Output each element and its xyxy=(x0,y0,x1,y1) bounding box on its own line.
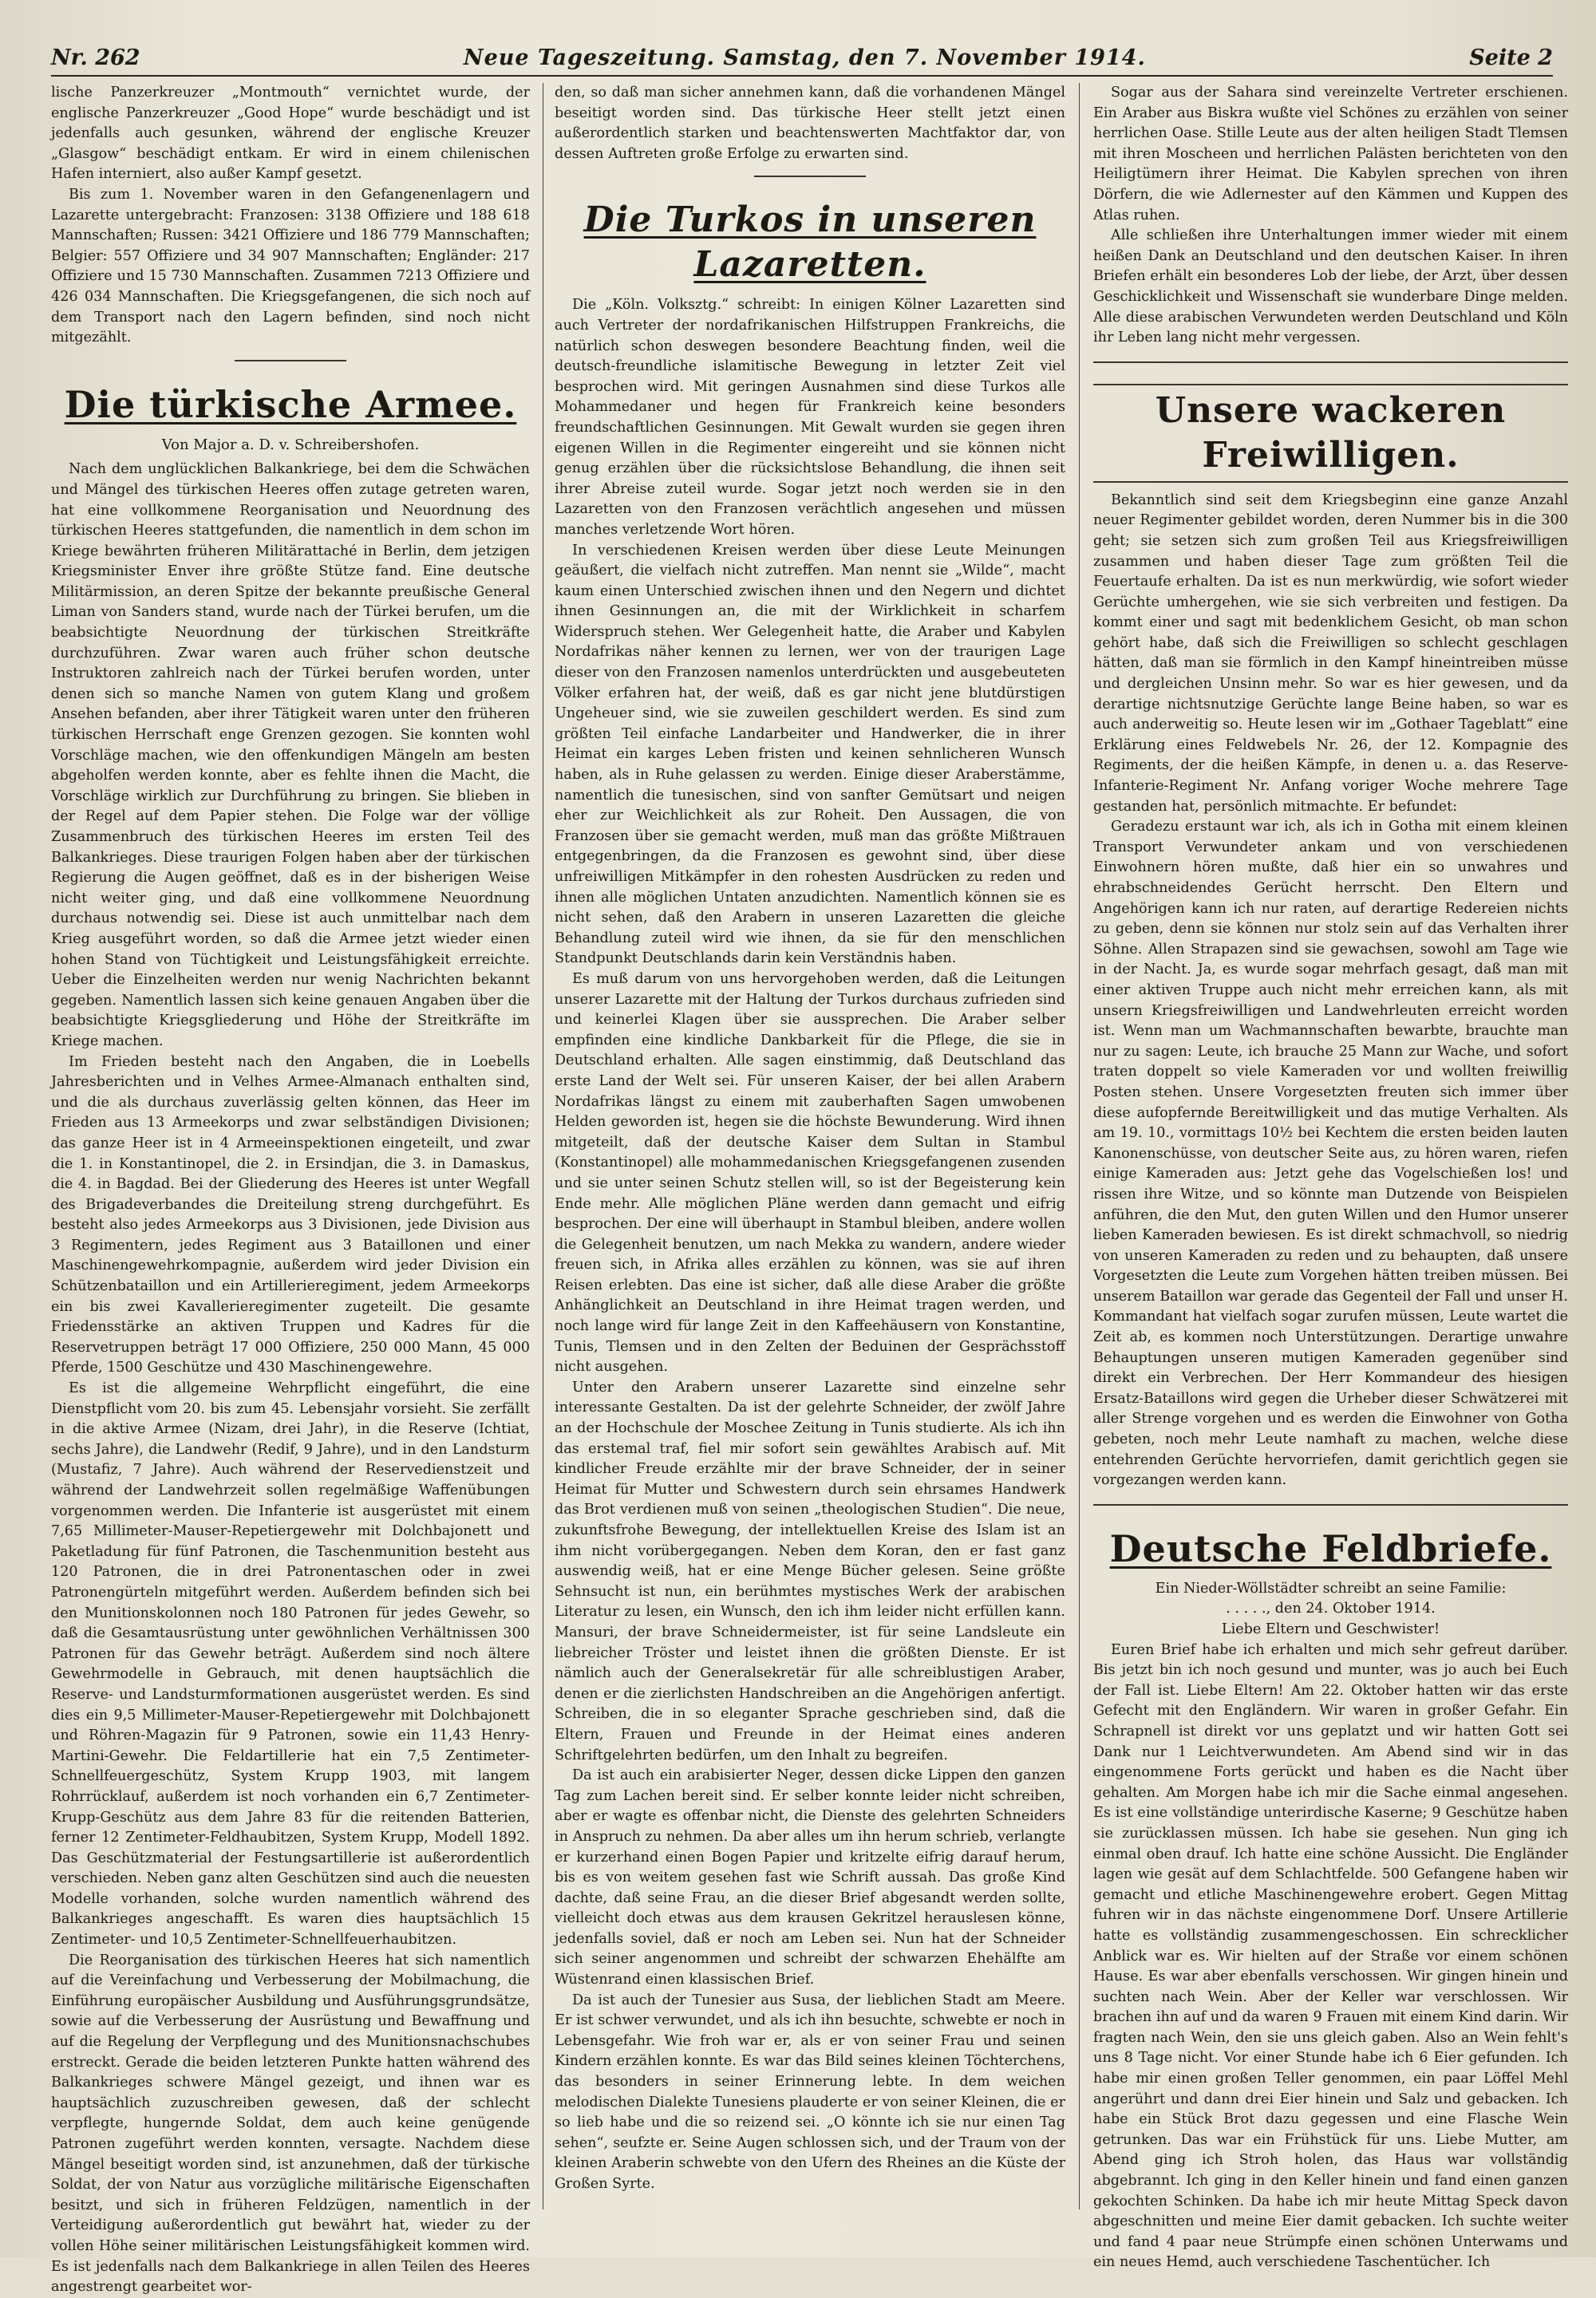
paragraph: Es ist die allgemeine Wehrpflicht eingeführt, die eine Dienstpflicht vom 20. bis zum 45. Lebensjahr vorsieht. Sie zerfällt in die aktive Armee (Nizam, drei Jahr), in die Reserve (Ichtiat, sechs Jahre), die Landwehr (Redif, 9 Jahre), und in den Landsturm (Mustafiz, 7 Jahre). Auch während der Reservedienstzeit und während der Landwehrzeit sollen regelmäßige Waffenübungen vorgenommen werden. Die Infanterie ist ausgerüstet mit einem 7,65 Millimeter-Mauser-Repetiergewehr mit Dolchbajonett und Paketladung für fünf Patronen, die Taschenmunition besteht aus 120 Patronen, die in drei Patronentaschen oder in zwei Patronengürteln mitgeführt werden. Außerdem befinden sich bei den Munitionskolonnen noch 180 Patronen für jedes Gewehr, so daß die Gesamtausrüstung unter gewöhnlichen Verhältnissen 300 Patronen für das Gewehr beträgt. Außerdem sind noch ältere Gewehrmodelle in Gebrauch, mit denen hauptsächlich die Reserve- und Landsturmformationen ausgerüstet werden. Es sind dies ein 9,5 Millimeter-Mauser-Repetiergewehr mit Dolchbajonett und Röhren-Magazin für 9 Patronen, sowie ein 11,43 Henry-Martini-Gewehr. Die Feldartillerie hat ein 7,5 Zentimeter-Schnellfeuergeschütz, System Krupp 1903, mit langem Rohrrücklauf, außerdem ist noch vorhanden ein 6,7 Zentimeter-Krupp-Geschütz aus dem Jahre 83 für die reitenden Batterien, ferner 12 Zentimeter-Feldhaubitzen, System Krupp, Modell 1892. Das Geschützmaterial der Festungsartillerie ist außerordentlich verschieden. Neben ganz alten Geschützen sind auch die neuesten Modelle vorhanden, solche wurden namentlich während des Balkankrieges angeschafft. Es waren dies hauptsächlich 15 Zentimeter- und 10,5 Zentimeter-Schnellfeuerhaubitzen. xyxy=(51,1380,530,1949)
divider xyxy=(754,176,866,177)
paragraph: Sogar aus der Sahara sind vereinzelte Vertreter erschienen. Ein Araber aus Biskra wußte viel Schönes zu erzählen von seiner herrlichen Oase. Stille Leute aus der alten heiligen Stadt Tlemsen mit ihren Moscheen und herrlichen Palästen berichteten von den Heiligtümern ihrer Heimat. Die Kabylen sprechen von ihren Dörfern, die wie Adlernester auf den Kämmen und Kuppen des Atlas ruhen. xyxy=(1093,85,1568,223)
page-number: Seite 2 xyxy=(1469,45,1553,70)
column-left xyxy=(51,83,530,2296)
paragraph: lische Panzerkreuzer „Montmouth“ vernichtet wurde, der englische Panzerkreuzer „Good Hope“ wurde beschädigt und ist jedenfalls auch gesunken, während der englische Kreuzer „Glasgow“ beschädigt entkam. Er wird in einem chilenischen Hafen interniert, also außer Kampf gesetzt. xyxy=(51,85,530,183)
column-right xyxy=(1093,83,1568,2271)
divider xyxy=(1093,361,1568,363)
paragraph: Euren Brief habe ich erhalten und mich sehr gefreut darüber. Bis jetzt bin ich noch gesund und munter, was jo auch bei Euch der Fall ist. Liebe Eltern! Am 22. Oktober hatten wir das erste Gefecht mit den Engländern. Wir waren in großer Gefahr. Ein Schrapnell ist direkt vor uns geplatzt und wir hatten Gott sei Dank nur 1 Leichtverwundeten. Am Abend sind wir in das eingenommene Forts gerückt und haben es die Nacht über gehalten. Am Morgen habe ich mir die Sache einmal angesehen. Es ist eine vollständige unterirdische Kaserne; 9 Geschütze haben sie zurücklassen müssen. Ich habe sie gesehen. Nun ging ich einmal oben drauf. Ich hatte eine schöne Aussicht. Die Engländer lagen wie gesät auf dem Schlachtfelde. 500 Gefangene haben wir gemacht und etliche Maschinengewehre erobert. Gegen Mittag fuhren wir in das nächste eingenommene Dorf. Unsere Artillerie hatte es vollständig zusammengeschossen. Ein schrecklicher Anblick war es. Wir hielten auf der Straße vor einem schönen Hause. Es war aber ebenfalls verschossen. Wir gingen hinein und suchten nach Wein. Aber der Keller war verschlossen. Wir brachen ihn auf und da waren 9 Frauen mit einem Kind darin. Wir fragten nach Wein, den sie uns gleich gaben. Also an Wein fehlt's uns 8 Tage nicht. Vor einer Stunde habe ich 6 Eier gefunden. Ich habe mir einen großen Teller genommen, ein paar Löffel Mehl angerührt und dann drei Eier hinein und Salz und gebacken. Ich habe ein Stück Brot dazu gegessen und eine Flasche Wein getrunken. Das war ein Frühstück für uns. Liebe Mutter, am Abend ging ich Stroh holen, das Haus war vollständig abgebrannt. Ich ging in den Keller hinein und fand einen ganzen gekochten Schinken. Da habe ich mir heute Mittag Speck davon abgeschnitten und meine Eier damit gebacken. Ich suchte weiter und fand 4 paar neue Strümpfe einen schönen Unterwams und ein neues Hemd, auch verschiedene Taschentücher. Ich xyxy=(1093,1641,1568,2271)
divider xyxy=(235,360,346,361)
divider xyxy=(1093,1504,1568,1506)
salutation: Liebe Eltern und Geschwister! xyxy=(1221,1621,1440,1637)
paragraph: Die Reorganisation des türkischen Heeres hat sich namentlich auf die Vereinfachung und Verbesserung der Mobilmachung, die Einführung europäischer Ausbildung und Ausführungsgrundsätze, sowie auf die Verbesserung der Ausrüstung und Bewaffnung und auf die Regelung der Verpflegung und des Munitionsnachschubes erstreckt. Gerade die beiden letzteren Punkte hatten während des Balkankrieges schwere Mängel gezeigt, und ihnen war es hauptsächlich zuzuschreiben gewesen, daß der schlecht verpflegte, hungernde Soldat, dem auch keine genügende Patronen zugeführt werden konnten, versagte. Nachdem diese Mängel beseitigt worden sind, ist anzunehmen, daß der türkische Soldat, der von Natur aus vorzügliche militärische Eigenschaften besitzt, und sich in früheren Feldzügen, namentlich in der Verteidigung außerordentlich gut bewährt hat, wieder zu der vollen Höhe seiner militärischen Leistungsfähigkeit kommen wird. Es ist jedenfalls nach dem Balkankriege in allen Teilen des Heeres angestrengt gearbeitet wor- xyxy=(51,1952,530,2296)
paragraph: Es muß darum von uns hervorgehoben werden, daß die Leitungen unserer Lazarette mit der Haltung der Turkos durchaus zufrieden sind und keinerlei Klagen über sie aussprechen. Die Araber selber empfinden eine kindliche Dankbarkeit für die Pflege, die sie in Deutschland erhalten. Alle sagen einstimmig, daß Deutschland das erste Land der Welt sei. Für unseren Kaiser, der bei allen Arabern Nordafrikas längst zu einem mit zauberhaften Sagen umwobenen Helden geworden ist, hegen sie die höchste Bewunderung. Wird ihnen mitgeteilt, daß der deutsche Kaiser dem Sultan in Stambul (Konstantinopel) alle mohammedanischen Kriegsgefangenen zusenden und sie unter seinen Schutz stellen will, so ist der Begeisterung kein Ende mehr. Alle möglichen Pläne werden dann gemacht und eifrig besprochen. Der eine will überhaupt in Stambul bleiben, andere wollen die Gelegenheit benutzen, um nach Mekka zu wandern, andere wieder freuen sich, in Afrika alles erzählen zu können, was sie auf ihren Reisen erlebten. Das eine ist sicher, daß alle diese Araber die größte Anhänglichkeit an Deutschland in ihre Heimat tragen werden, und noch lange wird für lange Zeit in den Kaffeehäusern von Konstantine, Tunis, Tlemsen und in den Zelten der Beduinen der Gesprächsstoff nicht ausgehen. xyxy=(555,970,1065,1376)
paragraph: Im Frieden besteht nach den Angaben, die in Loebells Jahresberichten und in Velhes Armee-Almanach enthalten sind, und die als durchaus zuverlässig gelten können, das Heer im Frieden aus 13 Armeekorps und zwar selbständigen Divisionen; das ganze Heer ist in 4 Armeeinspektionen eingeteilt, und zwar die 1. in Konstantinopel, die 2. in Ersindjan, die 3. in Damaskus, die 4. in Bagdad. Bei der Gliederung des Heeres ist unter Wegfall des Brigadeverbandes die Dreiteilung streng durchgeführt. Es besteht also jedes Armeekorps aus 3 Divisionen, jede Division aus 3 Regimentern, jedes Regiment aus 3 Bataillonen und einer Maschinengewehrkompagnie, außerdem wird jeder Division ein Schützenbataillon und ein Artillerieregiment, jedem Armeekorps ein bis zwei Kavallerieregimenter zugeteilt. Die gesamte Friedensstärke an aktiven Truppen und Kadres für die Reservetruppen beträgt 17 000 Offiziere, 250 000 Mann, 45 000 Pferde, 1500 Geschütze und 430 Maschinengewehre. xyxy=(51,1053,530,1376)
paragraph: Alle schließen ihre Unterhaltungen immer wieder mit einem heißen Dank an Deutschland und den deutschen Kaiser. In ihren Briefen erhält ein besonderes Lob der liebe, der Arzt, über dessen Geschicklichkeit und Wissenschaft sie wunderbare Dinge melden. Alle diese arabischen Verwundeten werden Deutschland und Köln ihr Leben lang nicht mehr vergessen. xyxy=(1093,227,1568,346)
paragraph: den, so daß man sicher annehmen kann, daß die vorhandenen Mängel beseitigt worden sind. Das türkische Heer stellt jetzt einen außerordentlich starken und beachtenswerten Machtfaktor dar, von dessen Auftreten große Erfolge zu erwarten sind. xyxy=(555,85,1065,162)
byline: Von Major a. D. v. Schreibershofen. xyxy=(161,436,420,453)
column-middle xyxy=(555,83,1065,2225)
article-heading: Deutsche Feldbriefe. xyxy=(1109,1526,1552,1570)
article-heading: Die Turkos in unseren Lazaretten. xyxy=(583,199,1037,286)
paragraph: Da ist auch der Tunesier aus Susa, der lieblichen Stadt am Meere. Er ist schwer verwundet, und als ich ihn besuchte, schwebte er noch in Lebensgefahr. Wie froh war er, als er von seiner Frau und seinen Kindern erzählen konnte. Es war das Bild seines kleinen Töchterchens, das besonders in seiner Erinnerung lebte. In dem weichen melodischen Dialekte Tunesiens plauderte er von seiner Kleinen, die er so lieb habe und die so reizend sei. „O könnte ich sie nur einen Tag sehen“, seufzte er. Seine Augen schlossen sich, und der Traum von der kleinen Araberin schwebte von den Ufern des Rheines an die Küste der Großen Syrte. xyxy=(555,1992,1065,2192)
article-heading: Unsere wackeren Freiwilligen. xyxy=(1093,384,1568,483)
paragraph: In verschiedenen Kreisen werden über diese Leute Meinungen geäußert, die vielfach nicht zutreffen. Man nennt sie „Wilde“, macht kaum einen Unterschied zwischen ihnen und den Negern und dichtet ihnen Gesinnungen an, die mit der Wirklichkeit in scharfem Widerspruch stehen. Wer Gelegenheit hatte, die Araber und Kabylen Nordafrikas näher kennen zu lernen, wer von der traurigen Lage dieser von den Franzosen namenlos unterdrückten und ausgebeuteten Völker erfahren hat, der weiß, daß es gar nicht jene blutdürstigen Ungeheuer sind, wie sie zuweilen geschildert werden. Es sind zum größten Teil einfache Landarbeiter und Handwerker, die in ihrer Heimat ein karges Leben fristen und keinen sehnlicheren Wunsch haben, als in Ruhe gelassen zu werden. Einige dieser Araberstämme, namentlich die tunesischen, sind von sanfter Gemütsart und neigen eher zur Weichlichkeit als zur Roheit. Den Aussagen, die von Franzosen über sie gemacht werden, muß man das größte Mißtrauen entgegenbringen, da die Franzosen es gewohnt sind, über diese unfreiwilligen Mitkämpfer in den rohesten Ausdrücken zu reden und ihnen alle möglichen Untaten anzudichten. Namentlich können sie es nicht sehen, daß den Arabern in unseren Lazaretten die gleiche Behandlung zuteil wird wie ihnen, da sie für den menschlichen Standpunkt Deutschlands darin kein Verständnis haben. xyxy=(555,542,1065,967)
paragraph: Bis zum 1. November waren in den Gefangenenlagern und Lazarette untergebracht: Franzosen: 3138 Offiziere und 188 618 Mannschaften; Russen: 3421 Offiziere und 186 779 Mannschaften; Belgier: 557 Offiziere und 34 907 Mannschaften; Engländer: 217 Offiziere und 15 730 Mannschaften. Zusammen 7213 Offiziere und 426 034 Mannschaften. Die Kriegsgefangenen, die sich noch auf dem Transport nach den Lagern befinden, sind noch nicht mitgezählt. xyxy=(51,186,530,346)
paragraph: Nach dem unglücklichen Balkankriege, bei dem die Schwächen und Mängel des türkischen Heeres offen zutage getreten waren, hat eine vollkommene Reorganisation und Neuordnung des türkischen Heeres stattgefunden, die namentlich in dem schon im Kriege bewährten früheren Militärattaché in Berlin, dem jetzigen Kriegsminister Enver ihre größte Stütze fand. Eine deutsche Militärmission, an deren Spitze der bekannte preußische General Liman von Sanders stand, wurde nach der Türkei berufen, um die beabsichtigte Neuordnung der türkischen Streitkräfte durchzuführen. Zwar waren auch früher schon deutsche Instruktoren zahlreich nach der Türkei berufen worden, unter denen sich so manche Namen von gutem Klang und großem Ansehen befanden, aber ihrer Tätigkeit waren unter den früheren türkischen Herrschaft enge Grenzen gezogen. Sie konnten wohl Vorschläge machen, wie den offenkundigen Mängeln am besten abgeholfen werden konnte, aber es fehlte ihnen die Macht, die Vorschläge wirklich zur Durchführung zu bringen. Sie blieben in der Regel auf dem Papier stehen. Die Folge war der völlige Zusammenbruch des türkischen Heeres im ersten Teil des Balkankrieges. Diese traurigen Folgen haben aber der türkischen Regierung die Augen geöffnet, daß es in der bisherigen Weise nicht weiter ging, und daß eine vollkommene Neuordnung durchaus notwendig sei. Diese ist auch unmittelbar nach dem Krieg ausgeführt worden, so daß die Armee jetzt wieder einen hohen Stand von Tüchtigkeit und Leistungsfähigkeit erreichte. Ueber die Einzelheiten werden nur wenig Nachrichten bekannt gegeben. Namentlich lassen sich keine genauen Angaben über die beabsichtigte Kriegsgliederung und Höhe der Streitkräfte im Kriege machen. xyxy=(51,461,530,1049)
column-rule xyxy=(1079,83,1080,2209)
issue-number: Nr. 262 xyxy=(51,45,140,70)
paragraph: Die „Köln. Volksztg.“ schreibt: In einigen Kölner Lazaretten sind auch Vertreter der nordafrikanischen Hilfstruppen Frankreichs, die natürlich schon deswegen besondere Beachtung finden, weil die deutsch-freundliche islamitische Bewegung in letzter Zeit viel besprochen wird. Mit geringen Ausnahmen sind diese Turkos alle Mohammedaner und hegen für Frankreich keine besonders freundschaftlichen Gesinnungen. Mit Gewalt wurden sie gegen ihren eigenen Willen in die Regimenter eingereiht und sie können nicht genug erzählen über die rücksichtslose Behandlung, die ihnen seit ihrer Abreise zuteil wurde. Sogar jetzt noch werden sie in den Lazaretten von den Franzosen verächtlich angesehen und müssen manches verletzende Wort hören. xyxy=(555,297,1065,538)
subheading: Ein Nieder-Wöllstädter schreibt an seine Familie: xyxy=(1155,1580,1507,1597)
paragraph: Unter den Arabern unserer Lazarette sind einzelne sehr interessante Gestalten. Da ist der gelehrte Schneider, der zwölf Jahre an der Hochschule der Moschee Zeitung in Tunis studierte. Als ich ihn das erstemal traf, fiel mir sofort sein gewähltes Arabisch auf. Mit kindlicher Freude erzählte mir der brave Schneider, der in seiner Heimat für Mutter und Schwestern durch sein ehrsames Handwerk das Brot verdienen muß von seinen „theologischen Studien“. Die neue, zukunftsfrohe Bewegung, der intellektuellen Kreise des Islam ist an ihm nicht vorübergegangen. Neben dem Koran, den er fast ganz auswendig weiß, hat er eine Menge Bücher gelesen. Seine größte Sehnsucht ist nun, ein berühmtes mystisches Werk der arabischen Literatur zu lesen, ein Wunsch, den ich ihm leider nicht erfüllen kann. Mansuri, der brave Schneidermeister, ist für seine Landsleute ein liebreicher Tröster und leistet ihnen die größten Dienste. Er ist nämlich auch der Generalsekretär für alle schreiblustigen Araber, denen er die zierlichsten Handschreiben an die Angehörigen anfertigt. Schreiben, die in so eleganter Sprache geschrieben sind, daß die Eltern, Frauen und Freunde in der Heimat eines anderen Schriftgelehrten bedürfen, um den Inhalt zu begreifen. xyxy=(555,1379,1065,1763)
paragraph: Da ist auch ein arabisierter Neger, dessen dicke Lippen den ganzen Tag zum Lachen bereit sind. Er selber konnte leider nicht schreiben, aber er wagte es offenbar nicht, die Dienste des gelehrten Schneiders in Anspruch zu nehmen. Da aber alles um ihn herum schrieb, verlangte er kurzerhand einen Bogen Papier und kritzelte eifrig darauf herum, bis es von weitem gesehen fast wie Schrift aussah. Das große Kind dachte, daß seine Frau, an die dieser Brief abgesandt werden sollte, vielleicht doch etwas aus dem krausen Gekritzel herauslesen könne, jedenfalls soviel, daß er noch am Leben sei. Nun hat der Schneider sich seiner angenommen und schreibt der schwarzen Ehehälfte am Wüstenrand einen klassischen Brief. xyxy=(555,1767,1065,1988)
page-header xyxy=(51,32,1553,77)
paragraph: Bekanntlich sind seit dem Kriegsbeginn eine ganze Anzahl neuer Regimenter gebildet worden, deren Nummer bis in die 300 geht; sie setzen sich zum großen Teil aus Kriegsfreiwilligen zusammen und haben dieser Tage zum größten Teil die Feuertaufe erhalten. Da ist es nun merkwürdig, wie sofort wieder Gerüchte umhergehen, wie sie sich verbreiten und festigen. Da kommt einer und sagt mit bedenklichem Gesicht, ob man schon gehört habe, daß sich die Freiwilligen so schlecht geschlagen hätten, daß man sie förmlich in den Kampf hineintreiben müsse und dergleichen Unsinn mehr. So war es hier gewesen, und da derartige nichtsnutzige Gerüchte lange Beine haben, so war es auch anderweitig so. Heute lesen wir im „Gothaer Tageblatt“ eine Erklärung eines Feldwebels Nr. 26, der 12. Kompagnie des Regiments, der die heißen Kämpfe, in denen u. a. das Reserve-Infanterie-Regiment Nr. Anfang voriger Woche mehrere Tage gestanden hat, persönlich mitmachte. Er befundet: xyxy=(1093,492,1568,815)
paragraph: Geradezu erstaunt war ich, als ich in Gotha mit einem kleinen Transport Verwundeter ankam und von verschiedenen Einwohnern hören mußte, daß hier ein so unwahres und ehrabschneidendes Gerücht herrscht. Den Eltern und Angehörigen kann ich nur raten, auf derartige Redereien nichts zu geben, denn sie können nur stolz sein auf das Verhalten ihrer Söhne. Allen Strapazen sind sie gewachsen, sowohl am Tage wie in der Nacht. Ja, es wurde sogar mehrfach gesagt, daß man mit einer aktiven Truppe auch nicht mehr erreichen kann, als mit unsern Kriegsfreiwilligen und Landwehrleuten erreicht worden ist. Wenn man um Wachmannschaften bewarbte, brauchte man nur zu sagen: Leute, ich brauche 25 Mann zur Wache, und sofort traten doppelt so viele Kameraden vor und wollten freiwillig Posten stehen. Unsere Vorgesetzten freuten sich immer über diese aufopfernde Bereitwilligkeit und das mutige Verhalten. Als am 19. 10., vormittags 10½ bei Kechtem die ersten beiden lauten Kanonenschüsse, von deutscher Seite aus, zu hören waren, riefen einige Kameraden aus: Jetzt gehe das Vogelschießen los! und rissen ihre Witze, und so könnte man Dutzende von Beispielen anführen, die den Mut, den guten Willen und den Humor unserer lieben Kameraden bewiesen. Es ist direkt schmachvoll, so niedrig von unseren Kameraden zu reden und zu behaupten, daß unsere Vorgesetzten die Leute zum Vorgehen hätten treiben müssen. Bei unserem Bataillon war gerade das Gegenteil der Fall und unser H. Kommandant hat vielfach sogar zurufen müssen, Leute wartet die Zeit ab, es kommen noch Unterstützungen. Derartige unwahre Behauptungen unseren mutigen Kameraden gegenüber sind direkt ein Verbrechen. Der Herr Kommandeur des hiesigen Ersatz-Bataillons wird gegen die Urheber dieser Schwätzerei mit aller Strenge vorgehen und es werden die Einwohner von Gotha gebeten, noch mehr Leute namhaft zu machen, welche diese entehrenden Gerüchte hervorriefen, damit gerichtlich gegen sie vorgezangen werden kann. xyxy=(1093,819,1568,1489)
masthead-title: Neue Tageszeitung. Samstag, den 7. November 1914. xyxy=(463,45,1146,70)
article-heading: Die türkische Armee. xyxy=(64,382,517,426)
dateline: . . . . ., den 24. Oktober 1914. xyxy=(1226,1601,1436,1617)
